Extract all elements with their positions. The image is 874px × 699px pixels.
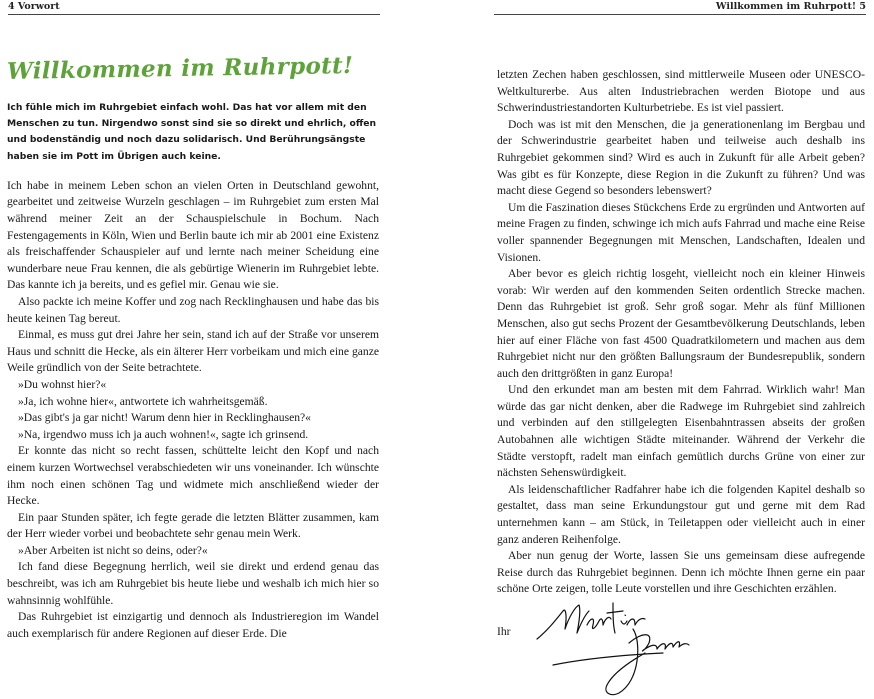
body-paragraph: Ich fand diese Begegnung herrlich, weil sie direkt und erdend genau das beschreibt, was ich am Ruhrgebiet bis heute liebe und weshalb ich mich hier so wahnsinnig wohlfühle. <box>7 560 379 607</box>
chapter-title: Willkommen im Ruhrpott! <box>6 51 354 85</box>
intro-paragraph: Ich fühle mich im Ruhrgebiet einfach wohl. Das hat vor allem mit den Menschen zu tun. Nirgendwo sonst sind sie so direkt und ehrlich, offen und bodenständig und noch dazu solidarisch. Und Berührungsängste haben sie im Pott im Übrigen auch keine. <box>7 102 377 162</box>
body-paragraph: Er konnte das nicht so recht fassen, schüttelte leicht den Kopf und nach einem kurzen Wortwechsel verabschiedeten wir uns voneinander. Ich wünschte ihm noch einen schönen Tag und widmete mich anschließend wieder der Hecke. <box>7 444 379 508</box>
body-paragraph: Also packte ich meine Koffer und zog nach Recklinghausen und habe das bis heute keinen Tag bereut. <box>7 294 379 325</box>
body-paragraph: Aber bevor es gleich richtig losgeht, vielleicht noch ein kleiner Hinweis vorab: Wir werden auf den kommenden Seiten ordentlich Strecke machen. Denn das Ruhrgebiet ist groß. Sehr groß sogar. Mehr als fünf Millionen Menschen, also gut sechs Prozent der Gesamtbevölkerung Deutschlands, leben hier auf einer Fläche von fast 4500 Quadratkilometern und machen aus dem Ruhrgebiet nicht nur den größten Ballungsraum der Bundesrepublik, sondern auch den drittgrößten in ganz Europa! <box>497 267 865 380</box>
body-paragraph: Als leidenschaftlicher Radfahrer habe ich die folgenden Kapitel deshalb so gestaltet, dass man seine Erkundungstour gut und gerne mit dem Rad unternehmen kann – am Stück, in Teiletappen oder vielleicht auch in einer ganz anderen Reihenfolge. <box>497 482 865 546</box>
page-header-left: 4 Vorwort <box>8 0 380 15</box>
body-paragraph: Und den erkundet man am besten mit dem Fahrrad. Wirklich wahr! Man würde das gar nicht denken, aber die Radwege im Ruhrgebiet sind zahlreich und verbinden auf den stillgelegten Eisenbahntrassen abseits der großen Autobahnen alle wichtigen Städte miteinander. Während der Verkehr die Städte verstopft, radelt man einfach gemütlich durchs Grüne von einer zur nächsten Sehenswürdigkeit. <box>497 383 865 480</box>
body-paragraph: Das Ruhrgebiet ist einzigartig und dennoch als Industrieregion im Wandel auch exemplarisch für andere Regionen auf dieser Erde. Die <box>7 610 379 640</box>
dialogue-line: »Aber Arbeiten ist nicht so deins, oder?« <box>18 543 208 557</box>
body-paragraph: Ich habe in meinem Leben schon an vielen Orten in Deutschland gewohnt, gearbeitet und zeitweise Wurzeln geschlagen – im Ruhrgebiet zum ersten Mal während meiner Zeit an der Schauspielschule in Bochum. Nach Festengagements in Köln, Wien und Berlin baute ich mir ab 2001 eine Existenz als freischaffender Schauspieler auf und lernte nach meiner Scheidung eine wunderbare neue Frau kennen, die als gebürtige Wienerin im Ruhrgebiet lebte. Das kannte ich ja bereits, und es gefiel mir. Genau wie sie. <box>7 178 379 292</box>
left-column <box>6 51 379 642</box>
body-paragraph: Einmal, es muss gut drei Jahre her sein, stand ich auf der Straße vor unserem Haus und schnitt die Hecke, als ein älterer Herr vorbeikam und mich eine ganze Weile gründlich von der Seite betrachtete. <box>7 328 379 375</box>
right-page <box>437 0 874 699</box>
dialogue-line: »Das gibt's ja gar nicht! Warum denn hier in Recklinghausen?« <box>18 411 311 425</box>
handwritten-signature <box>533 595 693 699</box>
body-paragraph: Aber nun genug der Worte, lassen Sie uns gemeinsam diese aufregende Reise durch das Ruhrgebiet beginnen. Denn ich möchte Ihnen gerne ein paar schöne Orte zeigen, tolle Leute vorstellen und ihre Geschichten erzählen. <box>497 549 865 596</box>
dialogue-line: »Ja, ich wohne hier«, antwortete ich wahrheitsgemäß. <box>18 394 268 408</box>
body-paragraph: Ein paar Stunden später, ich fegte gerade die letzten Blätter zusammen, kam der Herr wieder vorbei und beobachtete sehr genau mein Werk. <box>7 510 379 541</box>
body-paragraph: Doch was ist mit den Menschen, die ja generationenlang im Bergbau und der Schwerindustrie gearbeitet haben und teilweise auch deshalb ins Ruhrgebiet gekommen sind? Wird es auch in Zukunft für alle Arbeit geben? Was gibt es für Konzepte, diese Region in die Zukunft zu führen? Und was macht diese Gegend so besonders lebenswert? <box>497 117 865 198</box>
signature-block <box>497 595 865 699</box>
body-paragraph: letzten Zechen haben geschlossen, sind mittlerweile Museen oder UNESCO-Weltkulturerbe. Aus alten Industriebrachen werden Biotope und aus Schwerindustriestandorten Kulturbetriebe. Es ist viel passiert. <box>497 68 865 115</box>
page-header-right: Willkommen im Ruhrpott! 5 <box>494 0 866 15</box>
right-column <box>497 67 865 598</box>
dialogue-line: »Du wohnst hier?« <box>18 377 107 391</box>
dialogue-line: »Na, irgendwo muss ich ja auch wohnen!«, sagte ich grinsend. <box>18 427 309 441</box>
signature-name <box>537 683 544 684</box>
signature-prefix: Ihr <box>497 625 511 638</box>
body-paragraph: Um die Faszination dieses Stückchens Erde zu ergründen und Antworten auf meine Fragen zu finden, schwinge ich mich aufs Fahrrad und mache eine Reise voller spannender Begegnungen mit Menschen, Landschaften, Idealen und Visionen. <box>497 200 865 264</box>
